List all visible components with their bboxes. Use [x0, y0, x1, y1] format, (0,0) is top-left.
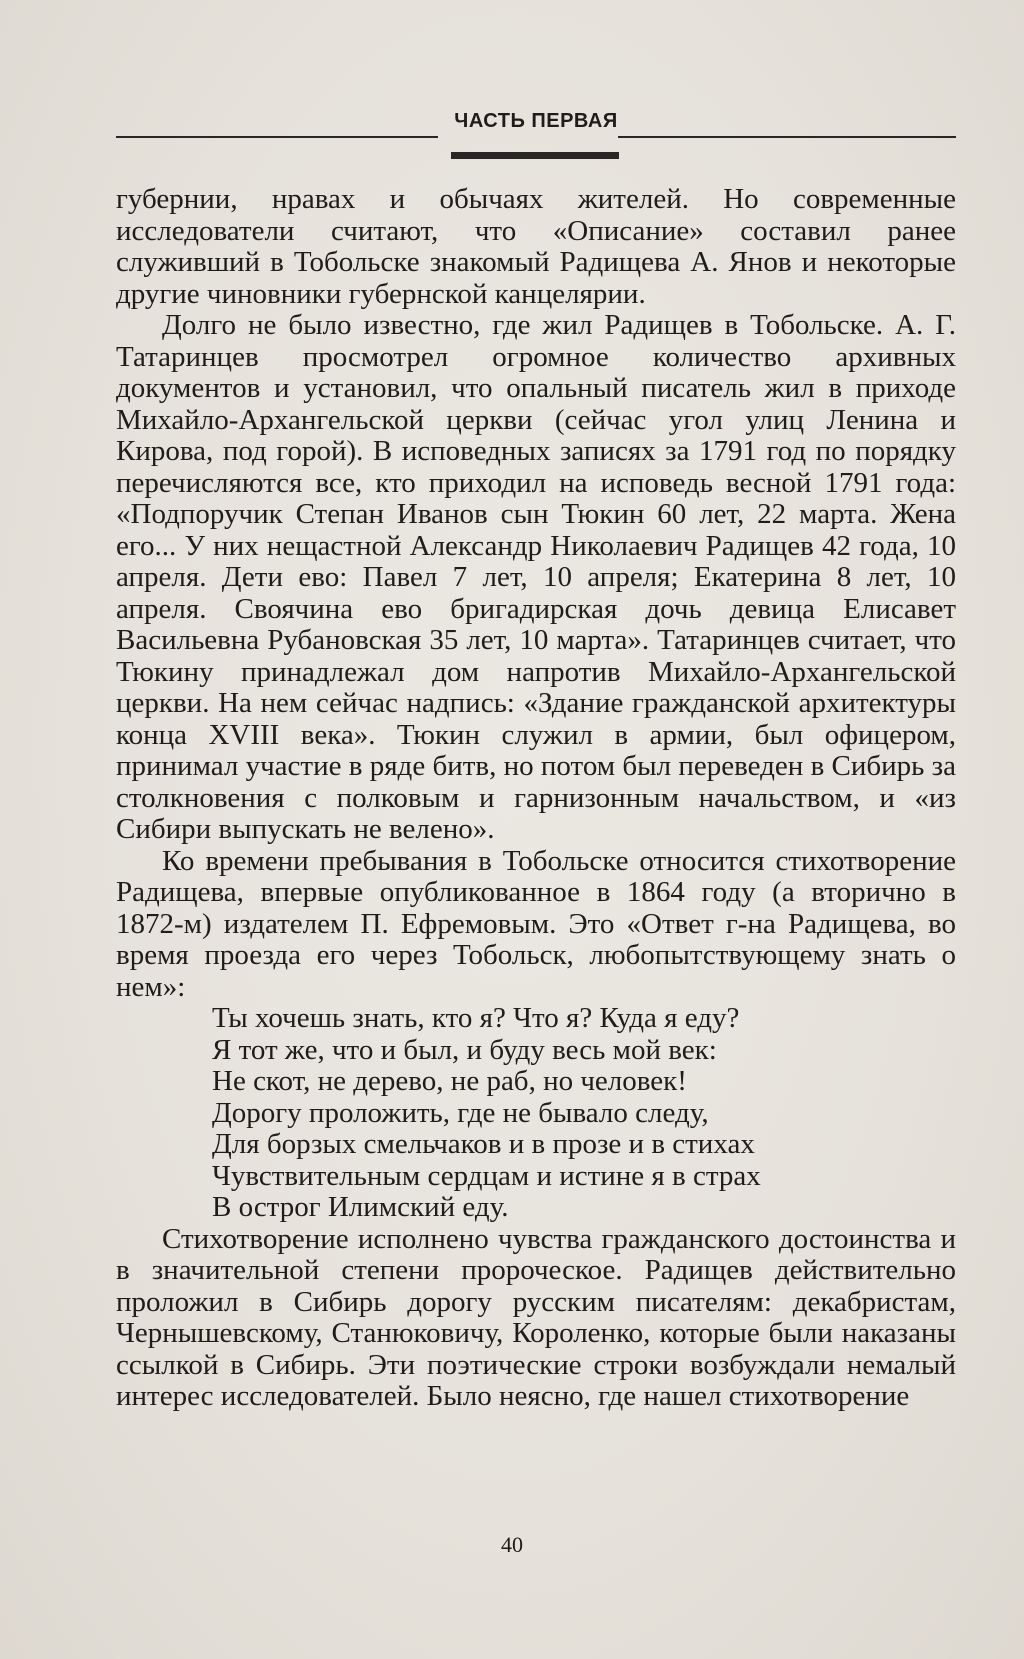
page-header	[116, 108, 956, 168]
poem-line: Дорогу проложить, где не бывало следу,	[212, 1096, 709, 1129]
header-rule-center	[451, 152, 619, 159]
poem-line: Чувствительным сердцам и истине я в страх	[212, 1159, 761, 1192]
paragraph: Ко времени пребывания в Тобольске относится стихотворение Радищева, впервые опубликованное в 1864 году (а вторично в 1872-м) издателем П. Ефремовым. Это «Ответ г-на Радищева, во время проезда его через Тобольск, любопытствующему знать о нем»:	[116, 844, 956, 1003]
poem-line: Для борзых смельчаков и в прозе и в стихах	[212, 1128, 755, 1160]
body-text	[116, 184, 956, 1413]
header-rule-right	[618, 136, 956, 138]
paragraph: Стихотворение исполнено чувства гражданского достоинства и в значительной степени пророческое. Радищев действительно проложил в Сибирь дорогу русским писателям: декабристам, Чернышевскому, Станюковичу, Короленко, которые были наказаны ссылкой в Сибирь. Эти поэтические строки возбуждали немалый интерес исследователей. Было неясно, где нашел стихотворение	[116, 1222, 956, 1412]
header-rule-left	[116, 136, 438, 138]
page-number: 40	[501, 1532, 523, 1557]
running-title: ЧАСТЬ ПЕРВАЯ	[454, 110, 618, 132]
poem-line: Не скот, не дерево, не раб, но человек!	[212, 1065, 687, 1097]
paragraph: губернии, нравах и обычаях жителей. Но современные исследователи считают, что «Описание» составил ранее служивший в Тобольске знакомый Радищева А. Янов и некоторые другие чиновники губернской канцелярии.	[116, 183, 956, 310]
poem-line: В острог Илимский еду.	[212, 1191, 509, 1223]
paragraph: Долго не было известно, где жил Радищев в Тобольске. А. Г. Татаринцев просмотрел огромное количество архивных документов и установил, что опальный писатель жил в приходе Михайло-Архангельской церкви (сейчас угол улиц Ленина и Кирова, под горой). В исповедных записях за 1791 год по порядку перечисляются все, кто приходил на исповедь весной 1791 года: «Подпоручик Степан Иванов сын Тюкин 60 лет, 22 марта. Жена его... У них нещастной Александр Николаевич Радищев 42 года, 10 апреля. Дети ево: Павел 7 лет, 10 апреля; Екатерина 8 лет, 10 апреля. Своячина ево бригадирская дочь девица Елисавет Васильевна Рубановская 35 лет, 10 марта». Татаринцев считает, что Тюкину принадлежал дом напротив Михайло-Архангельской церкви. На нем сейчас надпись: «Здание гражданской архитектуры конца XVIII века». Тюкин служил в армии, был офицером, принимал участие в ряде битв, но потом был переведен в Сибирь за столкновения с полковым и гарнизонным начальством, и «из Сибири выпускать не велено».	[116, 309, 956, 845]
poem	[212, 1003, 956, 1224]
poem-line: Я тот же, что и был, и буду весь мой век:	[212, 1033, 717, 1066]
poem-line: Ты хочешь знать, кто я? Что я? Куда я еду?	[212, 1002, 740, 1034]
